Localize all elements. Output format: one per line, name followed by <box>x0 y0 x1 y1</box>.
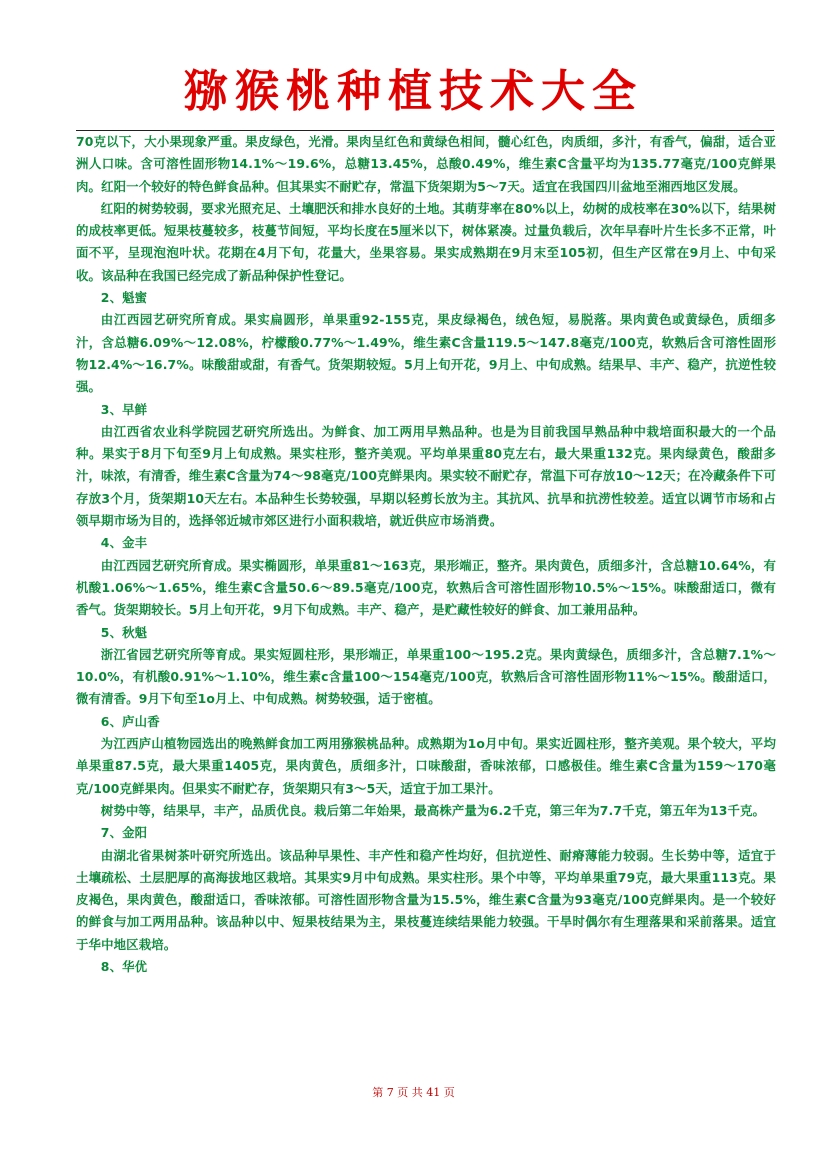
paragraph: 由湖北省果树茶叶研究所选出。该品种早果性、丰产性和稳产性均好，但抗逆性、耐瘠薄能力较弱。生长势中等，适宜于土壤疏松、土层肥厚的高海拔地区栽培。其果实9月中旬成熟。果实柱形。果个中等，平均单果重79克，最大果重113克。果皮褐色，果肉黄色，酸甜适口，香味浓郁。可溶性固形物含量为15.5%，维生素C含量为93毫克/100克鲜果肉。是一个较好的鲜食与加工两用品种。该品种以中、短果枝结果为主，果枝蔓连续结果能力较强。干旱时偶尔有生理落果和采前落果。适宜于华中地区栽培。 <box>76 847 776 952</box>
section-heading: 2、魁蜜 <box>100 290 148 306</box>
paragraph: 红阳的树势较弱，要求光照充足、土壤肥沃和排水良好的土地。其萌芽率在80%以上，幼树的成枝率在30%以下，结果树的成枝率更低。短果枝蔓较多，枝蔓节间短，平均长度在5厘米以下，树体紧凑。过量负载后，次年早春叶片生长多不正常，叶面不平，呈现泡泡叶状。花期在4月下旬，花量大，坐果容易。果实成熟期在9月末至105初，但生产区常在9月上、中旬采收。该品种在我国已经完成了新品种保护性登记。 <box>76 200 776 283</box>
page-footer: 第 7 页 共 41 页 <box>372 1086 455 1099</box>
paragraph: 为江西庐山植物园选出的晚熟鲜食加工两用猕猴桃品种。成熟期为1o月中旬。果实近圆柱形，整齐美观。果个较大，平均单果重87.5克，最大果重1405克，果肉黄色，质细多汁，口味酸甜，香味浓郁，口感极佳。维生素C含量为159～170毫克/100克鲜果肉。但果实不耐贮存，货架期只有3～5天，适宜于加工果汁。 <box>76 736 776 796</box>
section-heading: 7、金阳 <box>100 825 148 841</box>
paragraph: 70克以下，大小果现象严重。果皮绿色，光滑。果肉呈红色和黄绿色相间，髓心红色，肉质细，多汁，有香气，偏甜，适合亚洲人口味。含可溶性固形物14.1%～19.6%，总糖13.45%，总酸0.49%，维生素C含量平均为135.77毫克/100克鲜果肉。红阳一个较好的特色鲜食品种。但其果实不耐贮存，常温下货架期为5～7天。适宜在我国四川盆地至湘西地区发展。 <box>76 134 776 194</box>
paragraph: 由江西园艺研究所育成。果实椭圆形，单果重81～163克，果形端正，整齐。果肉黄色，质细多汁，含总糖10.64%，有机酸1.06%～1.65%，维生素C含量50.6～89.5毫克/100克，软熟后含可溶性固形物10.5%～15%。味酸甜适口，微有香气。货架期较长。5月上旬开花，9月下旬成熟。丰产、稳产，是贮藏性较好的鲜食、加工兼用品种。 <box>76 557 776 618</box>
document-body <box>76 131 776 978</box>
section-heading: 8、华优 <box>100 958 148 974</box>
document-title: 猕猴桃种植技术大全 <box>184 66 643 117</box>
paragraph: 由江西园艺研究所育成。果实扁圆形，单果重92-155克，果皮绿褐色，绒色短，易脱落。果肉黄色或黄绿色，质细多汁，含总糖6.09%～12.08%，柠檬酸0.77%～1.49%，维生素C含量119.5～147.8毫克/100克，软熟后含可溶性固形物12.4%～16.7%。味酸甜或甜，有香气。货架期较短。5月上旬开花，9月上、中旬成熟。结果早、丰产、稳产，抗逆性较强。 <box>76 312 776 395</box>
paragraph: 树势中等，结果早，丰产，品质优良。栽后第二年始果，最高株产量为6.2千克，第三年为7.7千克，第五年为13千克。 <box>100 802 766 818</box>
section-heading: 5、秋魁 <box>100 624 148 640</box>
paragraph: 浙江省园艺研究所等育成。果实短圆柱形，果形端正，单果重100～195.2克。果肉黄绿色，质细多汁，含总糖7.1%～10.0%，有机酸0.91%～1.10%，维生素c含量100～154毫克/100克，软熟后含可溶性固形物11%～15%。酸甜适口，微有清香。9月下旬至1o月上、中旬成熟。树势较强，适于密植。 <box>76 646 776 707</box>
section-heading: 6、庐山香 <box>100 713 160 729</box>
section-heading: 4、金丰 <box>100 535 148 551</box>
paragraph: 由江西省农业科学院园艺研究所选出。为鲜食、加工两用早熟品种。也是为目前我国早熟品种中栽培面积最大的一个品种。果实于8月下旬至9月上旬成熟。果实柱形，整齐美观。平均单果重80克左右，最大果重132克。果肉绿黄色，酸甜多汁，味浓，有清香，维生素C含量为74～98毫克/100克鲜果肉。果实较不耐贮存，常温下可存放10～12天；在冷藏条件下可存放3个月，货架期10天左右。本品种生长势较强，早期以轻剪长放为主。其抗风、抗旱和抗涝性较差。适宜以调节市场和占领早期市场为目的，选择邻近城市郊区进行小面积栽培，就近供应市场消费。 <box>76 423 776 529</box>
section-heading: 3、早鲜 <box>100 401 148 417</box>
